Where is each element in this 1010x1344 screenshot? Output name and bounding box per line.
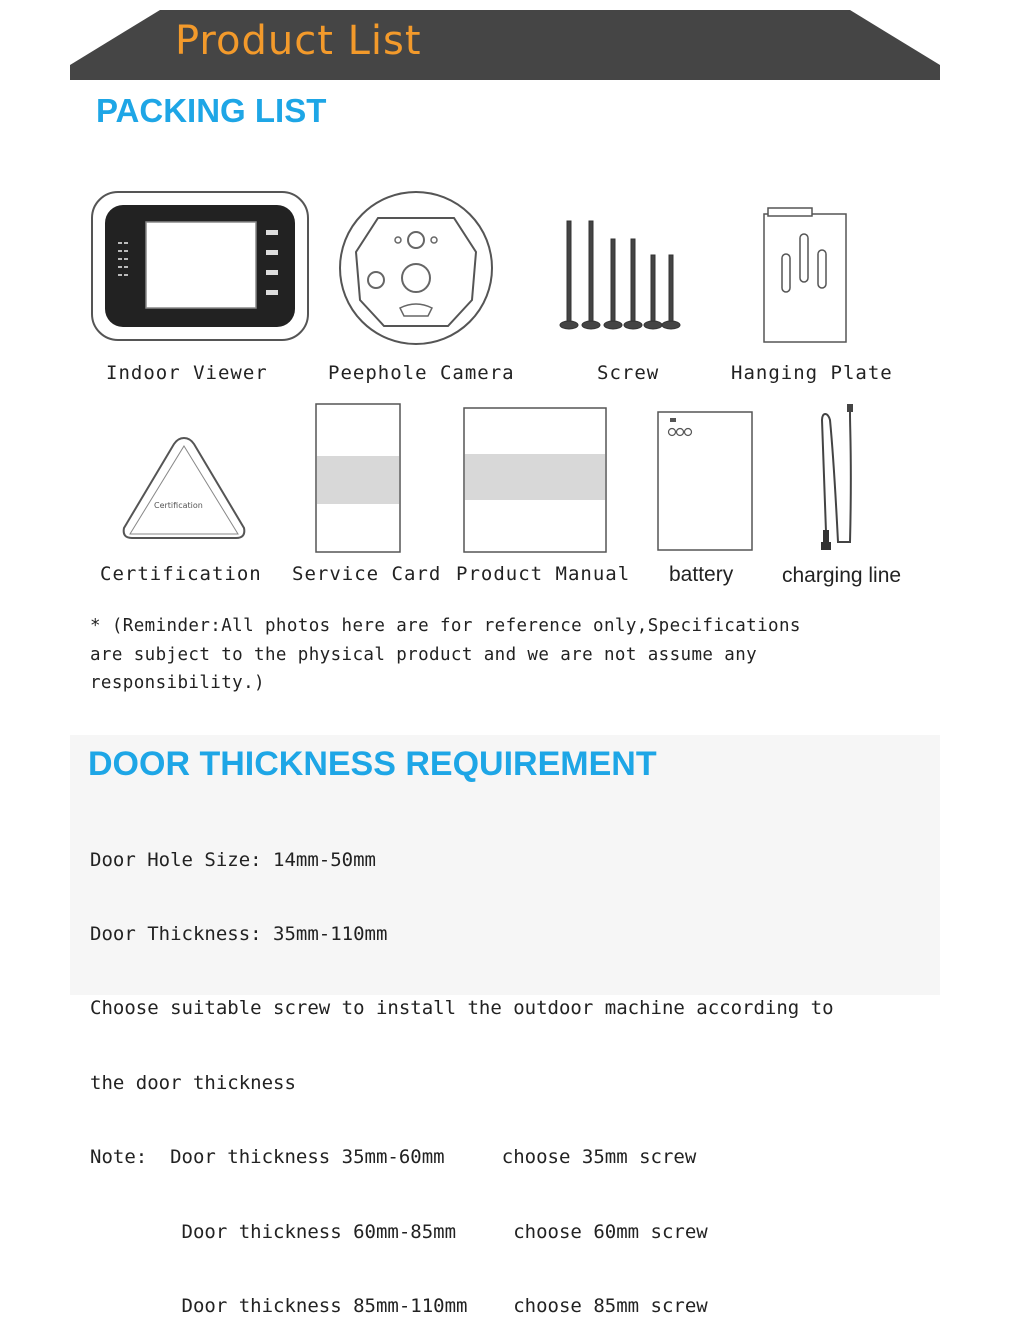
screw-icon [555,215,685,337]
product-manual-icon [462,406,608,558]
indoor-viewer-label: Indoor Viewer [106,362,268,384]
door-line: Door thickness 85mm-110mm choose 85mm screw [90,1294,708,1317]
peephole-camera-label: Peephole Camera [328,362,515,384]
charging-line-icon [816,402,860,558]
screw-label: Screw [597,362,660,384]
banner-title: Product List [175,18,422,64]
hanging-plate-label: Hanging Plate [731,362,893,384]
product-manual-label: Product Manual [456,563,631,585]
door-thickness-title: DOOR THICKNESS REQUIREMENT [88,745,657,783]
door-line: Door Thickness: 35mm-110mm [90,922,388,945]
indoor-viewer-icon [90,190,310,346]
peephole-camera-icon [338,190,494,350]
reminder-line: are subject to the physical product and we are not assume any [90,644,758,665]
hanging-plate-icon [760,206,850,348]
door-line: Note: Door thickness 35mm-60mm choose 35mm screw [90,1146,697,1169]
door-line: Choose suitable screw to install the outdoor machine according to [90,997,834,1020]
service-card-icon [314,402,402,558]
door-line: Door Hole Size: 14mm-50mm [90,848,376,871]
door-line: the door thickness [90,1071,296,1094]
door-line: Door thickness 60mm-85mm choose 60mm screw [90,1220,708,1243]
certification-stamp-text: Certification [154,501,203,510]
charging-line-label: charging line [782,564,902,587]
battery-icon [656,410,754,556]
reminder-note [90,612,910,698]
reminder-line: * (Reminder:All photos here are for reference only,Specifications [90,616,801,636]
battery-label: battery [669,563,734,586]
packing-list-title: PACKING LIST [96,92,327,129]
certification-icon [118,432,250,548]
reminder-line: responsibility.) [90,673,265,693]
door-requirement-text [90,798,834,1344]
service-card-label: Service Card [292,563,442,585]
certification-label: Certification [100,563,262,585]
